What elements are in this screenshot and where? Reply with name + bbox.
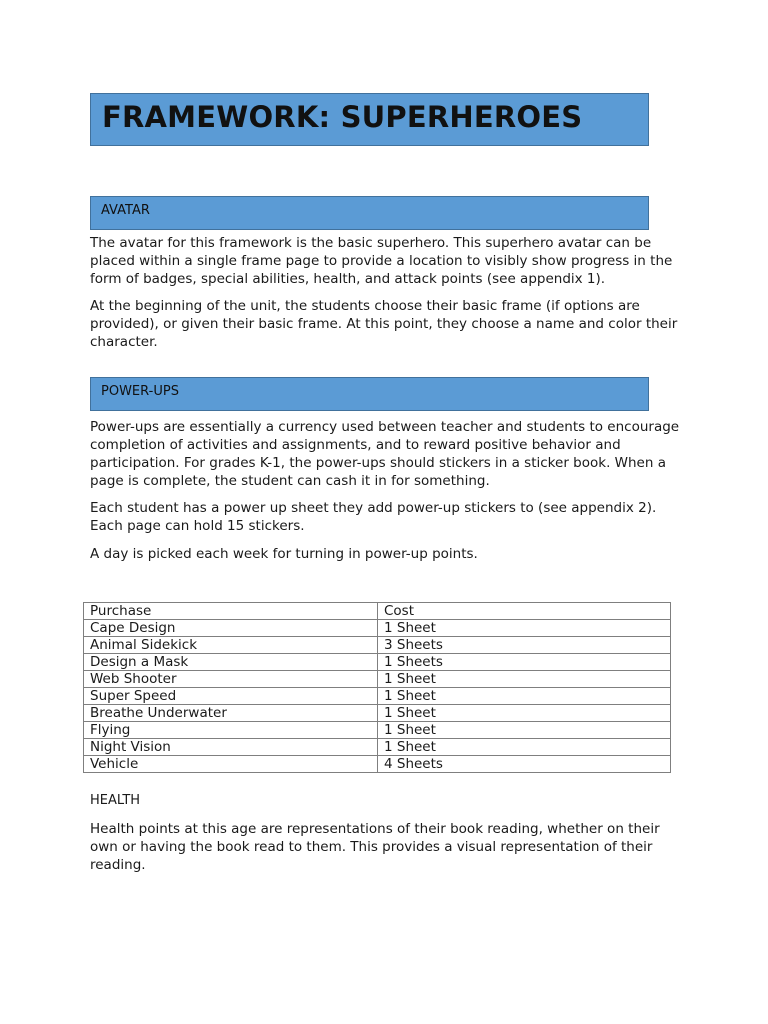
table-row <box>84 739 671 756</box>
purchase-column-header: Purchase <box>84 603 378 620</box>
health-paragraph-1: Health points at this age are representations of their book reading, whether on their own or having the book read to them. This provides a visual representation of their reading. <box>90 821 660 873</box>
cost-cell: 1 Sheet <box>378 722 671 739</box>
avatar-paragraph-1: The avatar for this framework is the basic superhero. This superhero avatar can be placed within a single frame page to provide a location to visibly show progress in the form of badges, special abilities, health, and attack points (see appendix 1). <box>90 235 673 287</box>
cost-column-header: Cost <box>378 603 671 620</box>
cost-cell: 3 Sheets <box>378 637 671 654</box>
cost-cell: 1 Sheet <box>378 688 671 705</box>
cost-cell: 1 Sheet <box>378 739 671 756</box>
powerups-paragraph-2: Each student has a power up sheet they add power-up stickers to (see appendix 2). Each page can hold 15 stickers. <box>90 500 657 534</box>
purchase-cell: Night Vision <box>84 739 378 756</box>
table-row <box>84 722 671 739</box>
table-row <box>84 654 671 671</box>
table-row <box>84 688 671 705</box>
purchase-cell: Flying <box>84 722 378 739</box>
cost-cell: 1 Sheets <box>378 654 671 671</box>
table-row <box>84 637 671 654</box>
powerups-section-banner <box>90 377 649 411</box>
purchase-cell: Web Shooter <box>84 671 378 688</box>
powerups-paragraph-1: Power-ups are essentially a currency used between teacher and students to encourage completion of activities and assignments, and to reward positive behavior and participation. For grades K-1, the power-ups should stickers in a sticker book. When a page is complete, the student can cash it in for something. <box>90 419 680 489</box>
avatar-section-banner <box>90 196 649 230</box>
table-row <box>84 756 671 773</box>
title-banner <box>90 93 649 146</box>
table-row <box>84 671 671 688</box>
avatar-paragraph-2: At the beginning of the unit, the students choose their basic frame (if options are provided), or given their basic frame. At this point, they choose a name and color their character. <box>90 298 678 350</box>
powerups-paragraph-3: A day is picked each week for turning in power-up points. <box>90 546 478 562</box>
purchase-cell: Vehicle <box>84 756 378 773</box>
avatar-heading: AVATAR <box>101 203 150 218</box>
purchase-cell: Animal Sidekick <box>84 637 378 654</box>
purchase-cell: Cape Design <box>84 620 378 637</box>
health-heading: HEALTH <box>90 793 141 808</box>
cost-cell: 1 Sheet <box>378 705 671 722</box>
document-title: FRAMEWORK: SUPERHEROES <box>102 100 583 134</box>
powerups-heading: POWER-UPS <box>101 384 179 399</box>
table-header-row <box>84 603 671 620</box>
purchase-cost-table <box>83 602 671 773</box>
table-row <box>84 620 671 637</box>
purchase-cell: Design a Mask <box>84 654 378 671</box>
cost-cell: 4 Sheets <box>378 756 671 773</box>
cost-cell: 1 Sheet <box>378 671 671 688</box>
purchase-cell: Breathe Underwater <box>84 705 378 722</box>
table-row <box>84 705 671 722</box>
purchase-cell: Super Speed <box>84 688 378 705</box>
cost-cell: 1 Sheet <box>378 620 671 637</box>
